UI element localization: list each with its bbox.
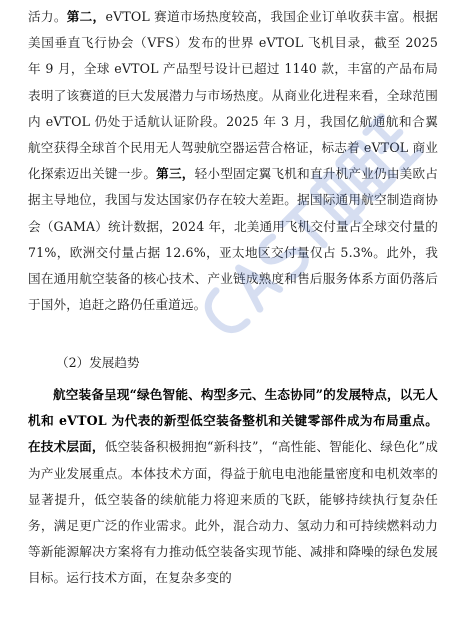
paragraph-text: eVTOL 赛道市场热度较高，我国企业订单收获丰富。根据美国垂直飞行协会（VFS）发布的世界 eVTOL 飞机目录，截至 2025 年 9 月，全球 eVTOL 产品型号设计已超过 1140 款，丰富的产品布局表明了该赛道的巨大发展潜力与市场热度。从商业化进程来看，全球范围内 eVTOL 仍处于适航认证阶段。2025 年 3 月，我国亿航通航和合翼航空获得全球首个民用无人驾驶航空器运营合格证，标志着 eVTOL 商业化探索迈出关键一步。 bbox=[28, 9, 439, 182]
paragraph-text: 低空装备积极拥抱“新科技”，“高性能、智能化、绿色化”成为产业发展重点。本体技术方面，得益于航电电池能量密度和电机效率的显著提升，低空装备的续航能力将迎来质的飞跃，能够持续执行复杂任务，满足更广泛的作业需求。此外，混合动力、氢动力和可持续燃料动力等新能源解决方案将有力推动低空装备实现节能、减排和降噪的绿色发展目标。运行技术方面，在复杂多变的 bbox=[28, 439, 439, 586]
paragraph-development-trend bbox=[28, 382, 438, 592]
paragraph-market-status bbox=[28, 4, 438, 318]
bold-lead-third: 第三， bbox=[156, 166, 195, 182]
bold-lead-second: 第二， bbox=[66, 9, 106, 24]
bold-trend-summary: 航空装备呈现“绿色智能、构型多元、生态协同”的发展特点，以无人机和 eVTOL 为代表的新型低空装备整机和关键零部件成为布局重点。在技术层面， bbox=[28, 387, 438, 455]
paragraph-text: 活力。 bbox=[28, 9, 67, 24]
section-heading: （2）发展趋势 bbox=[56, 355, 140, 370]
paragraph-text: 轻小型固定翼飞机和直升机产业仍由美欧占据主导地位，我国与发达国家仍存在较大差距。据国际通用航空制造商协会（GAMA）统计数据，2024 年，北美通用飞机交付量占全球交付量的 71%，欧洲交付量占据 12.6%，亚太地区交付量仅占 5.3%。此外，我国在通用航空装备的核心技术、产业链成熟度和售后服务体系方面仍落后于国外，追赶之路仍任重道远。 bbox=[28, 166, 439, 313]
